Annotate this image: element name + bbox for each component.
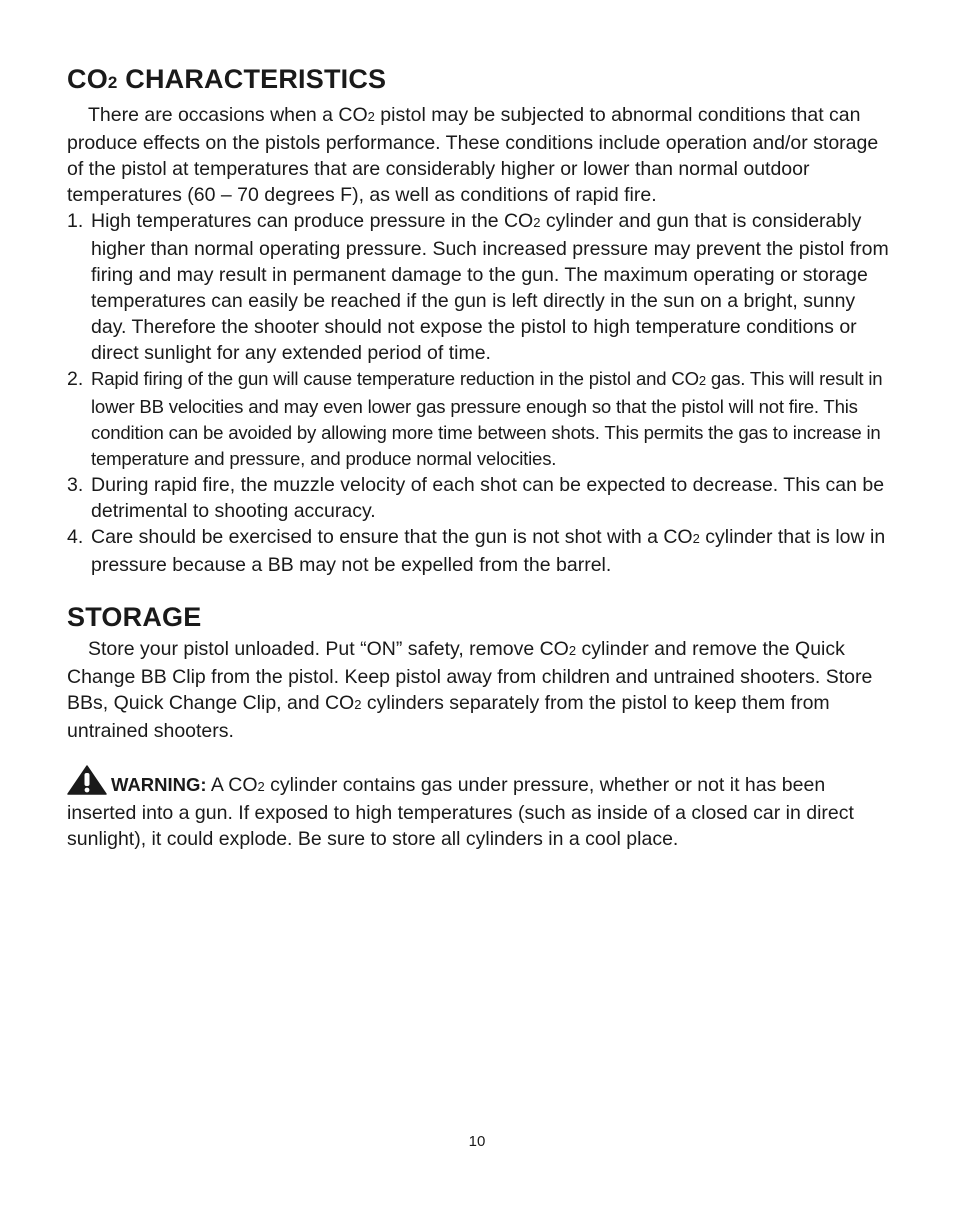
list-item [67,472,889,524]
heading-text: CO [67,64,108,94]
text-run: cylinder and gun that is considerably higher than normal operating pressure. Such increased pressure may prevent the pistol from firing and may result in permanent damage to the gun. The maximum operating or storage temperatures can easily be reached if the gun is left directly in the sun on a bright, sunny day. Therefore the shooter should not expose the pistol to high temperature conditions or direct sunlight for any extended period of time. [91,210,889,364]
list-number: 3. [67,474,84,496]
text-run: cylinder that is low in pressure because a BB may not be expelled from the barrel. [91,526,886,576]
warning-label: WARNING: [111,774,207,795]
subscript-2: 2 [533,215,541,230]
list-text [91,524,889,578]
list-text [91,366,889,472]
list-text: During rapid fire, the muzzle velocity of each shot can be expected to decrease. This can be detrimental to shooting accuracy. [91,474,885,522]
page-number: 10 [468,1133,486,1150]
text-run: cylinder contains gas under pressure, whether or not it has been inserted into a gun. If exposed to high temperatures (such as inside of a closed car in direct sunlight), it could explode. Be sure to store all cylinders in a cool place. [67,774,854,850]
text-run: High temperatures can produce pressure in the CO [91,210,534,232]
subscript-2: 2 [257,779,265,794]
warning-triangle-icon [67,765,107,795]
subscript-2: 2 [698,373,706,388]
text-run: There are occasions when a CO [88,104,368,126]
text-run: cylinder and remove the Quick Change BB Clip from the pistol. Keep pistol away from children and untrained shooters. Store BBs, Quick Change Clip, and CO [67,638,873,714]
subscript-2: 2 [692,531,700,546]
subscript-2: 2 [367,109,375,124]
list-item [67,366,889,472]
heading-text: CHARACTERISTICS [117,64,387,94]
subscript-2: 2 [568,643,577,658]
text-run: Rapid firing of the gun will cause temperature reduction in the pistol and CO [91,368,699,389]
manual-page [67,60,889,852]
co2-characteristics-heading [67,60,889,102]
list-item [67,524,889,578]
text-run: cylinders separately from the pistol to keep them from untrained shooters. [67,692,830,742]
list-text [91,208,889,366]
storage-paragraph [67,636,889,744]
text-run: A CO [206,774,258,796]
list-number: 2. [67,368,84,390]
subscript-2: 2 [354,697,362,712]
warning-paragraph [67,765,889,852]
text-run: Store your pistol unloaded. Put “ON” safety, remove CO [88,638,569,660]
list-number: 4. [67,526,84,548]
list-number: 1. [67,210,84,232]
text-run: pistol may be subjected to abnormal conditions that can produce effects on the pistols performance. These conditions include operation and/or storage of the pistol at temperatures that are considerably higher or lower than normal outdoor temperatures (60 – 70 degrees F), as well as conditions of rapid fire. [67,104,879,206]
subscript-2: 2 [107,73,118,92]
storage-heading: STORAGE [67,602,202,632]
list-item [67,208,889,366]
text-run: gas. This will result in lower BB velocities and may even lower gas pressure enough so that the pistol will not fire. This condition can be avoided by allowing more time between shots. This permits the gas to increase in temperature and pressure, and produce normal velocities. [91,368,883,469]
co2-intro-paragraph [67,102,889,208]
text-run: Care should be exercised to ensure that the gun is not shot with a CO [91,526,693,548]
